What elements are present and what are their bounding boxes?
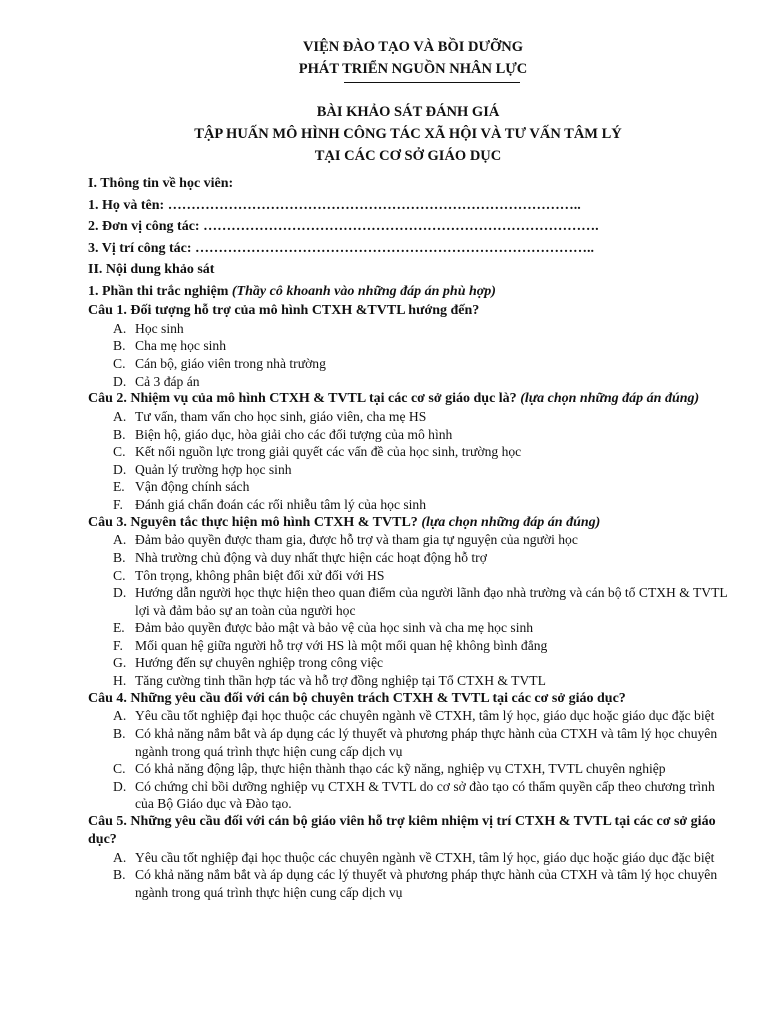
part1-heading [88, 281, 728, 303]
option-item[interactable]: F. Đánh giá chẩn đoán các rối nhiễu tâm lý của học sinh [113, 496, 427, 512]
option-item[interactable]: G. Hướng đến sự chuyên nghiệp trong công việc [113, 655, 384, 671]
section-learner-info [88, 173, 728, 259]
option-item[interactable]: A. Yêu cầu tốt nghiệp đại học thuộc các chuyên ngành về CTXH, tâm lý học, giáo dục hoặc giáo dục đặc biệt [113, 708, 715, 724]
question-text: Câu 4. Những yêu cầu đối với cán bộ chuyên trách CTXH & TVTL tại các cơ sở giáo dục? [88, 690, 626, 706]
options-list [88, 320, 728, 390]
options-list [88, 408, 728, 514]
question-5 [88, 813, 728, 901]
option-item[interactable]: B. Có khả năng nắm bắt và áp dụng các lý thuyết và phương pháp thực hành của CTXH và tâm lý học chuyên ngành trong quá trình thực hiện cung cấp dịch vụ [113, 726, 718, 759]
question-note: (lựa chọn những đáp án đúng) [421, 514, 601, 530]
option-item[interactable]: D. Hướng dẫn người học thực hiện theo quan điểm của người lãnh đạo nhà trường và cán bộ tổ CTXH & TVTL lợi và đảm bảo sự an toàn của người học [113, 585, 728, 618]
option-item[interactable]: C. Tôn trọng, không phân biệt đối xử đối với HS [113, 567, 385, 583]
option-item[interactable]: A. Đảm bảo quyền được tham gia, được hỗ trợ và tham gia tự nguyện của người học [113, 532, 578, 548]
option-item[interactable]: B. Cha mẹ học sinh [113, 338, 226, 354]
question-text: Câu 1. Đối tượng hỗ trợ của mô hình CTXH &TVTL hướng đến? [88, 303, 480, 318]
question-3 [88, 514, 728, 690]
name-field[interactable]: 1. Họ và tên: …………………………………………………………………………….. [88, 197, 581, 213]
document-header [88, 36, 728, 167]
section-survey-content [88, 259, 728, 302]
section2-heading: II. Nội dung khảo sát [88, 262, 215, 277]
title-line2: TẬP HUẤN MÔ HÌNH CÔNG TÁC XÃ HỘI VÀ TƯ VẤN TÂM LÝ [194, 126, 622, 142]
option-item[interactable]: B. Nhà trường chủ động và duy nhất thực hiện các hoạt động hỗ trợ [113, 549, 487, 565]
org-name-line1: VIỆN ĐÀO TẠO VÀ BỒI DƯỠNG [302, 39, 524, 55]
option-item[interactable]: D. Cả 3 đáp án [113, 373, 200, 389]
part1-note: (Thầy cô khoanh vào những đáp án phù hợp) [231, 283, 496, 299]
question-4 [88, 690, 728, 813]
option-item[interactable]: H. Tăng cường tinh thần hợp tác và hỗ trợ đồng nghiệp tại Tổ CTXH & TVTL [113, 673, 546, 689]
question-1 [88, 302, 728, 390]
section1-heading: I. Thông tin về học viên: [88, 176, 234, 191]
option-item[interactable]: A. Yêu cầu tốt nghiệp đại học thuộc các chuyên ngành về CTXH, tâm lý học, giáo dục hoặc giáo dục đặc biệt [113, 849, 715, 865]
question-2 [88, 390, 728, 513]
title-line3: TẠI CÁC CƠ SỞ GIÁO DỤC [314, 148, 502, 164]
option-item[interactable]: D. Quản lý trường hợp học sinh [113, 461, 292, 477]
option-item[interactable]: C. Cán bộ, giáo viên trong nhà trường [113, 355, 326, 371]
workplace-field[interactable]: 2. Đơn vị công tác: …………………………………………………………………………. [88, 219, 599, 234]
position-field[interactable]: 3. Vị trí công tác: ………………………………………………………………………….. [88, 240, 595, 256]
options-list [88, 531, 728, 689]
org-name-line2: PHÁT TRIỂN NGUỒN NHÂN LỰC [298, 61, 528, 77]
title-line1: BÀI KHẢO SÁT ĐÁNH GIÁ [316, 104, 500, 120]
option-item[interactable]: E. Đảm bảo quyền được bảo mật và bảo vệ của học sinh và cha mẹ học sinh [113, 620, 534, 636]
option-item[interactable]: C. Có khả năng động lập, thực hiện thành thạo các kỹ năng, nghiệp vụ CTXH, TVTL chuyên nghiệp [113, 761, 666, 777]
option-item[interactable]: A. Tư vấn, tham vấn cho học sinh, giáo viên, cha mẹ HS [113, 408, 427, 424]
option-item[interactable]: F. Mối quan hệ giữa người hỗ trợ với HS là một mối quan hệ không bình đẳng [113, 637, 548, 653]
option-item[interactable]: C. Kết nối nguồn lực trong giải quyết các vấn đề của học sinh, trường học [113, 444, 522, 460]
option-item[interactable]: D. Có chứng chỉ bồi dưỡng nghiệp vụ CTXH & TVTL do cơ sở đào tạo có thẩm quyền cấp theo chương trình của Bộ Giáo dục và Đào tạo. [113, 778, 715, 812]
option-item[interactable]: E. Vận động chính sách [113, 479, 250, 495]
org-underline [344, 82, 520, 83]
question-text: Câu 5. Những yêu cầu đối với cán bộ giáo viên hỗ trợ kiêm nhiệm vị trí CTXH & TVTL tại các cơ sở giáo dục? [88, 814, 716, 847]
question-text: Câu 2. Nhiệm vụ của mô hình CTXH & TVTL tại các cơ sở giáo dục là? (lựa chọn những đáp án đúng) [88, 391, 700, 407]
option-item[interactable]: B. Biện hộ, giáo dục, hòa giải cho các đối tượng của mô hình [113, 426, 453, 442]
question-text: Câu 3. Nguyên tắc thực hiện mô hình CTXH & TVTL? (lựa chọn những đáp án đúng) [88, 514, 601, 530]
part1-label: 1. Phần thi trắc nghiệm [88, 283, 232, 299]
options-list [88, 849, 728, 902]
question-note: (lựa chọn những đáp án đúng) [520, 391, 700, 407]
option-item[interactable]: B. Có khả năng nắm bắt và áp dụng các lý thuyết và phương pháp thực hành của CTXH và tâm lý học chuyên ngành trong quá trình thực hiện cung cấp dịch vụ [113, 867, 718, 900]
options-list [88, 707, 728, 813]
option-item[interactable]: A. Học sinh [113, 320, 184, 336]
